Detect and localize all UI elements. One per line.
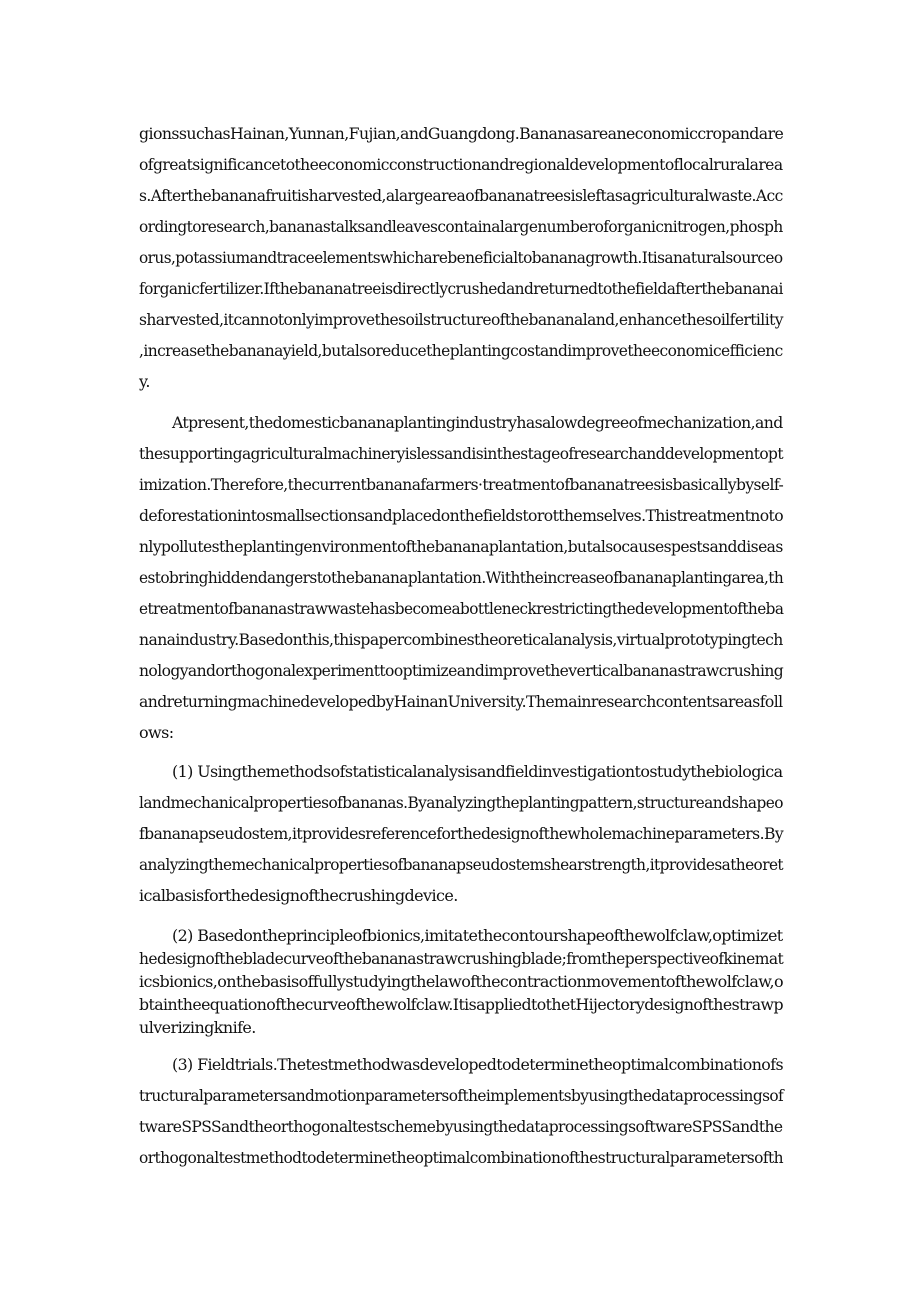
text-line: landmechanicalpropertiesofbananas.Byanalyzingtheplantingpattern,structureandshapeo <box>139 793 783 812</box>
text-line: ulverizingknife. <box>139 1018 256 1037</box>
text-line: icsbionics,onthebasisoffullystudyingthelawofthecontractionmovementofthewolfclaw,o <box>139 972 783 991</box>
text-line: y. <box>139 372 150 391</box>
text-line: tructuralparametersandmotionparametersoftheimplementsbyusingthedataprocessingsof <box>139 1086 784 1105</box>
text-line: ,increasethebananayield,butalsoreducetheplantingcostandimprovetheeconomicefficienc <box>139 341 783 360</box>
text-line: deforestationintosmallsectionsandplacedonthefieldstorotthemselves.Thistreatmentnoto <box>139 506 784 525</box>
text-line: Atpresent,thedomesticbananaplantingindustryhasalowdegreeofmechanization,and <box>172 413 783 432</box>
text-line: (3) Fieldtrials.Thetestmethodwasdevelopedtodeterminetheoptimalcombinationofs <box>172 1055 784 1074</box>
text-line: orthogonaltestmethodtodeterminetheoptimalcombinationofthestructuralparametersofth <box>139 1148 783 1167</box>
text-line: icalbasisforthedesignofthecrushingdevice. <box>139 886 458 905</box>
text-line: analyzingthemechanicalpropertiesofbananapseudostemshearstrength,itprovidesatheoret <box>139 855 784 874</box>
text-line: gionssuchasHainan,Yunnan,Fujian,andGuangdong.Bananasareaneconomiccropandare <box>139 124 784 143</box>
text-line: etreatmentofbananastrawwastehasbecomeabottleneckrestrictingthedevelopmentoftheba <box>139 599 784 618</box>
text-line: nologyandorthogonalexperimenttooptimizeandimprovetheverticalbananastrawcrushing <box>139 661 784 680</box>
text-line: estobringhiddendangerstothebananaplantation.Withtheincreaseofbananaplantingarea,th <box>139 568 784 587</box>
text-line: nlypollutestheplantingenvironmentofthebananaplantation,butalsocausespestsanddiseas <box>139 537 783 556</box>
text-line: orus,potassiumandtraceelementswhicharebeneficialtobananagrowth.Itisanaturalsourceo <box>139 248 783 267</box>
text-line: imization.Therefore,thecurrentbananafarmers·treatmentofbananatreesisbasicallybyself- <box>139 475 784 494</box>
text-line: ows: <box>139 723 174 742</box>
text-line: nanaindustry.Basedonthis,thispapercombinestheoreticalanalysis,virtualprototypingtech <box>139 630 783 649</box>
text-line: ordingtoresearch,bananastalksandleavescontainalargenumberoforganicnitrogen,phosph <box>139 217 783 236</box>
text-line: s.Afterthebananafruitisharvested,alargeareaofbananatreesisleftasagriculturalwaste.Acc <box>139 186 783 205</box>
text-line: (1) Usingthemethodsofstatisticalanalysisandfieldinvestigationtostudythebiologica <box>172 762 783 781</box>
text-line: forganicfertilizer.Ifthebananatreeisdirectlycrushedandreturnedtothefieldafterthebananai <box>139 279 783 298</box>
text-line: (2) Basedontheprincipleofbionics,imitatethecontourshapeofthewolfclaw,optimizet <box>172 926 783 945</box>
text-line: fbananapseudostem,itprovidesreferenceforthedesignofthewholemachineparameters.By <box>139 824 784 843</box>
text-line: btaintheequationofthecurveofthewolfclaw.ItisappliedtothetHijectorydesignofthestrawp <box>139 995 783 1014</box>
text-line: ofgreatsignificancetotheeconomicconstructionandregionaldevelopmentoflocalruralarea <box>139 155 783 174</box>
text-line: thesupportingagriculturalmachineryislessandisinthestageofresearchanddevelopmentopt <box>139 444 783 463</box>
text-line: andreturningmachinedevelopedbyHainanUniversity.Themainresearchcontentsareasfoll <box>139 692 783 711</box>
text-line: sharvested,itcannotonlyimprovethesoilstructureofthebananaland,enhancethesoilfertility <box>139 310 783 329</box>
text-line: twareSPSSandtheorthogonaltestschemebyusingthedataprocessingsoftwareSPSSandthe <box>139 1117 783 1136</box>
text-line: hedesignofthebladecurveofthebananastrawcrushingblade;fromtheperspectiveofkinemat <box>139 949 784 968</box>
